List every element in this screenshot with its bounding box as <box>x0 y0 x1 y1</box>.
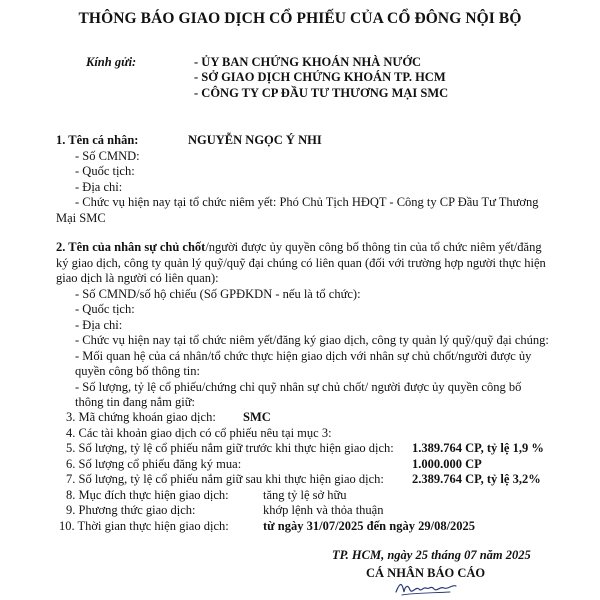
item-10-label: 10. Thời gian thực hiện giao dịch: <box>59 519 229 533</box>
id-number-field: - Số CMND: <box>75 149 140 163</box>
item-4-label: 4. Các tài khoản giao dịch có cổ phiếu nêu tại mục 3: <box>66 426 332 440</box>
holding-field-cont: thông tin đang nắm giữ: <box>75 395 195 409</box>
nationality-field: - Quốc tịch: <box>75 302 135 316</box>
person-name: NGUYỄN NGỌC Ý NHI <box>188 133 322 147</box>
position-field: - Chức vụ hiện nay tại tổ chức niêm yết/đăng ký giao dịch, công ty quản lý quỹ/quỹ đại chúng: <box>75 333 549 347</box>
recipient-line: - SỞ GIAO DỊCH CHỨNG KHOÁN TP. HCM <box>194 70 446 84</box>
section-2-heading-bold: 2. Tên của nhân sự chủ chốt <box>56 240 206 254</box>
report-date: TP. HCM, ngày 25 tháng 07 năm 2025 <box>332 548 531 562</box>
address-field: - Địa chỉ: <box>75 180 123 194</box>
position-field-cont: Mại SMC <box>56 211 106 225</box>
item-7-value: 2.389.764 CP, tỷ lệ 3,2% <box>412 472 541 486</box>
item-9-value: khớp lệnh và thỏa thuận <box>263 503 384 517</box>
section-2-heading-line: giao dịch là người có liên quan): <box>56 271 219 285</box>
item-8-value: tăng tỷ lệ sở hữu <box>263 488 347 502</box>
item-8-label: 8. Mục đích thực hiện giao dịch: <box>66 488 229 502</box>
nationality-field: - Quốc tịch: <box>75 164 135 178</box>
recipient-line: - ỦY BAN CHỨNG KHOÁN NHÀ NƯỚC <box>194 55 422 69</box>
holding-field: - Số lượng, tỷ lệ cổ phiếu/chứng chỉ quỹ nhân sự chủ chốt/ người được ủy quyền công bố <box>75 380 522 394</box>
document-title: THÔNG BÁO GIAO DỊCH CỔ PHIẾU CỦA CỔ ĐÔNG NỘI BỘ <box>78 10 522 27</box>
section-2-heading-line: ký giao dịch, công ty quản lý quỹ/quỹ đại chúng có liên quan (đối với trường hợp người thực hiện <box>56 256 546 270</box>
signature-image <box>392 578 462 598</box>
position-field: - Chức vụ hiện nay tại tổ chức niêm yết: Phó Chủ Tịch HĐQT - Công ty CP Đầu Tư Thương <box>75 195 539 209</box>
section-1-heading: 1. Tên cá nhân: <box>56 133 139 147</box>
relationship-field: - Mối quan hệ của cá nhân/tổ chức thực hiện giao dịch với nhân sự chủ chốt/người được ủy <box>75 349 532 363</box>
item-7-label: 7. Số lượng, tỷ lệ cổ phiếu nắm giữ sau khi thực hiện giao dịch: <box>66 472 384 486</box>
item-10-value: từ ngày 31/07/2025 đến ngày 29/08/2025 <box>263 519 476 533</box>
address-field: - Địa chỉ: <box>75 318 123 332</box>
reporter-title: CÁ NHÂN BÁO CÁO <box>366 566 486 580</box>
item-5-value: 1.389.764 CP, tỷ lệ 1,9 % <box>412 441 544 455</box>
recipient-label: Kính gửi: <box>86 55 137 69</box>
id-passport-field: - Số CMND/số hộ chiếu (Số GPĐKDN - nếu là tổ chức): <box>75 287 361 301</box>
relationship-field-cont: quyền công bố thông tin: <box>75 364 200 378</box>
item-3-value: SMC <box>243 410 271 424</box>
section-2-heading <box>56 240 542 255</box>
item-5-label: 5. Số lượng, tỷ lệ cổ phiếu nắm giữ trước khi thực hiện giao dịch: <box>66 441 394 455</box>
item-9-label: 9. Phương thức giao dịch: <box>66 503 196 517</box>
item-3-label: 3. Mã chứng khoán giao dịch: <box>66 410 216 424</box>
item-6-value: 1.000.000 CP <box>412 457 482 471</box>
item-6-label: 6. Số lượng cổ phiếu đăng ký mua: <box>66 457 242 471</box>
section-2-heading-rest: /người được ủy quyền công bố thông tin của tổ chức niêm yết/đăng <box>205 240 542 254</box>
recipient-line: - CÔNG TY CP ĐẦU TƯ THƯƠNG MẠI SMC <box>194 86 449 100</box>
